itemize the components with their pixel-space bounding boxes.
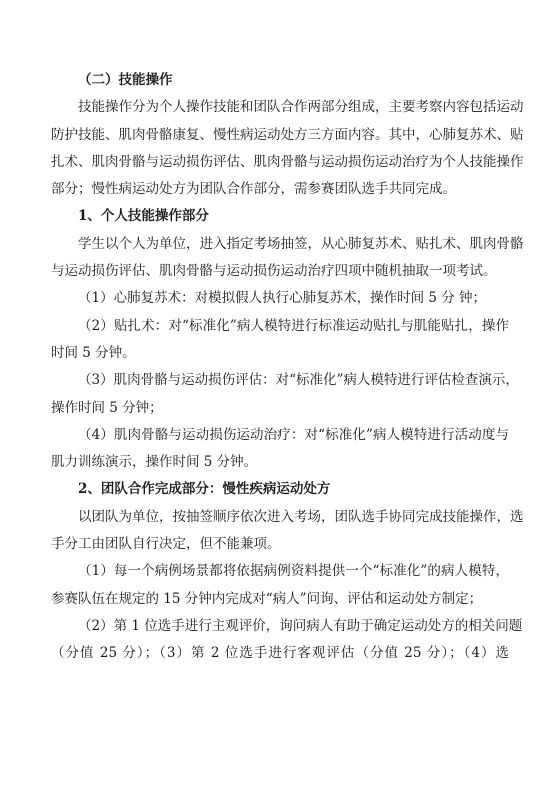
list-item-continuation: 肌力训练演示，操作时间 5 分钟。: [51, 454, 258, 471]
list-item-continuation: （分值 25 分）；（3）第 2 位选手进行客观评估（分值 25 分）；（4）选: [51, 645, 509, 662]
subsection-title: 1、个人技能操作部分: [78, 208, 209, 225]
paragraph-line: 防护技能、肌肉骨骼康复、慢性病运动处方三方面内容。其中，心肺复苏术、贴: [51, 126, 524, 143]
list-item: （3）肌肉骨骼与运动损伤评估：对“标准化”病人模特进行评估检查演示，: [78, 372, 519, 389]
list-item: （2）第 1 位选手进行主观评价，询问病人有助于确定运动处方的相关问题: [78, 617, 523, 634]
list-item: （2）贴扎术：对“标准化”病人模特进行标准运动贴扎与肌能贴扎，操作: [78, 317, 509, 334]
paragraph-line: 部分；慢性病运动处方为团队合作部分，需参赛团队选手共同完成。: [51, 181, 456, 198]
paragraph-line: 学生以个人为单位，进入指定考场抽签，从心肺复苏术、贴扎术、肌肉骨骼: [78, 235, 524, 252]
list-item-continuation: 操作时间 5 分钟；: [51, 399, 163, 416]
paragraph-line: 扎术、肌肉骨骼与运动损伤评估、肌肉骨骼与运动损伤运动治疗为个人技能操作: [51, 153, 524, 170]
paragraph-line: 以团队为单位，按抽签顺序依次进入考场，团队选手协同完成技能操作，选: [78, 508, 524, 525]
list-item-continuation: 时间 5 分钟。: [51, 344, 136, 361]
paragraph-line: 手分工由团队自行决定，但不能兼项。: [51, 536, 281, 553]
list-item: （1）每一个病例场景都将依据病例资料提供一个“标准化”的病人模特，: [78, 563, 509, 580]
subsection-title: 2、团队合作完成部分：慢性疾病运动处方: [78, 481, 331, 498]
section-title: （二）技能操作: [78, 72, 173, 88]
list-item: （4）肌肉骨骼与运动损伤运动治疗：对“标准化”病人模特进行活动度与: [78, 426, 509, 443]
paragraph-line: 技能操作分为个人操作技能和团队合作两部分组成，主要考察内容包括运动: [78, 99, 524, 116]
list-item-continuation: 参赛队伍在规定的 15 分钟内完成对“病人”问询、评估和运动处方制定；: [51, 590, 483, 607]
document-body: [51, 67, 524, 668]
list-item: （1）心肺复苏术：对模拟假人执行心肺复苏术，操作时间 5 分 钟；: [78, 290, 487, 307]
paragraph-line: 与运动损伤评估、肌肉骨骼与运动损伤运动治疗四项中随机抽取一项考试。: [51, 263, 497, 280]
